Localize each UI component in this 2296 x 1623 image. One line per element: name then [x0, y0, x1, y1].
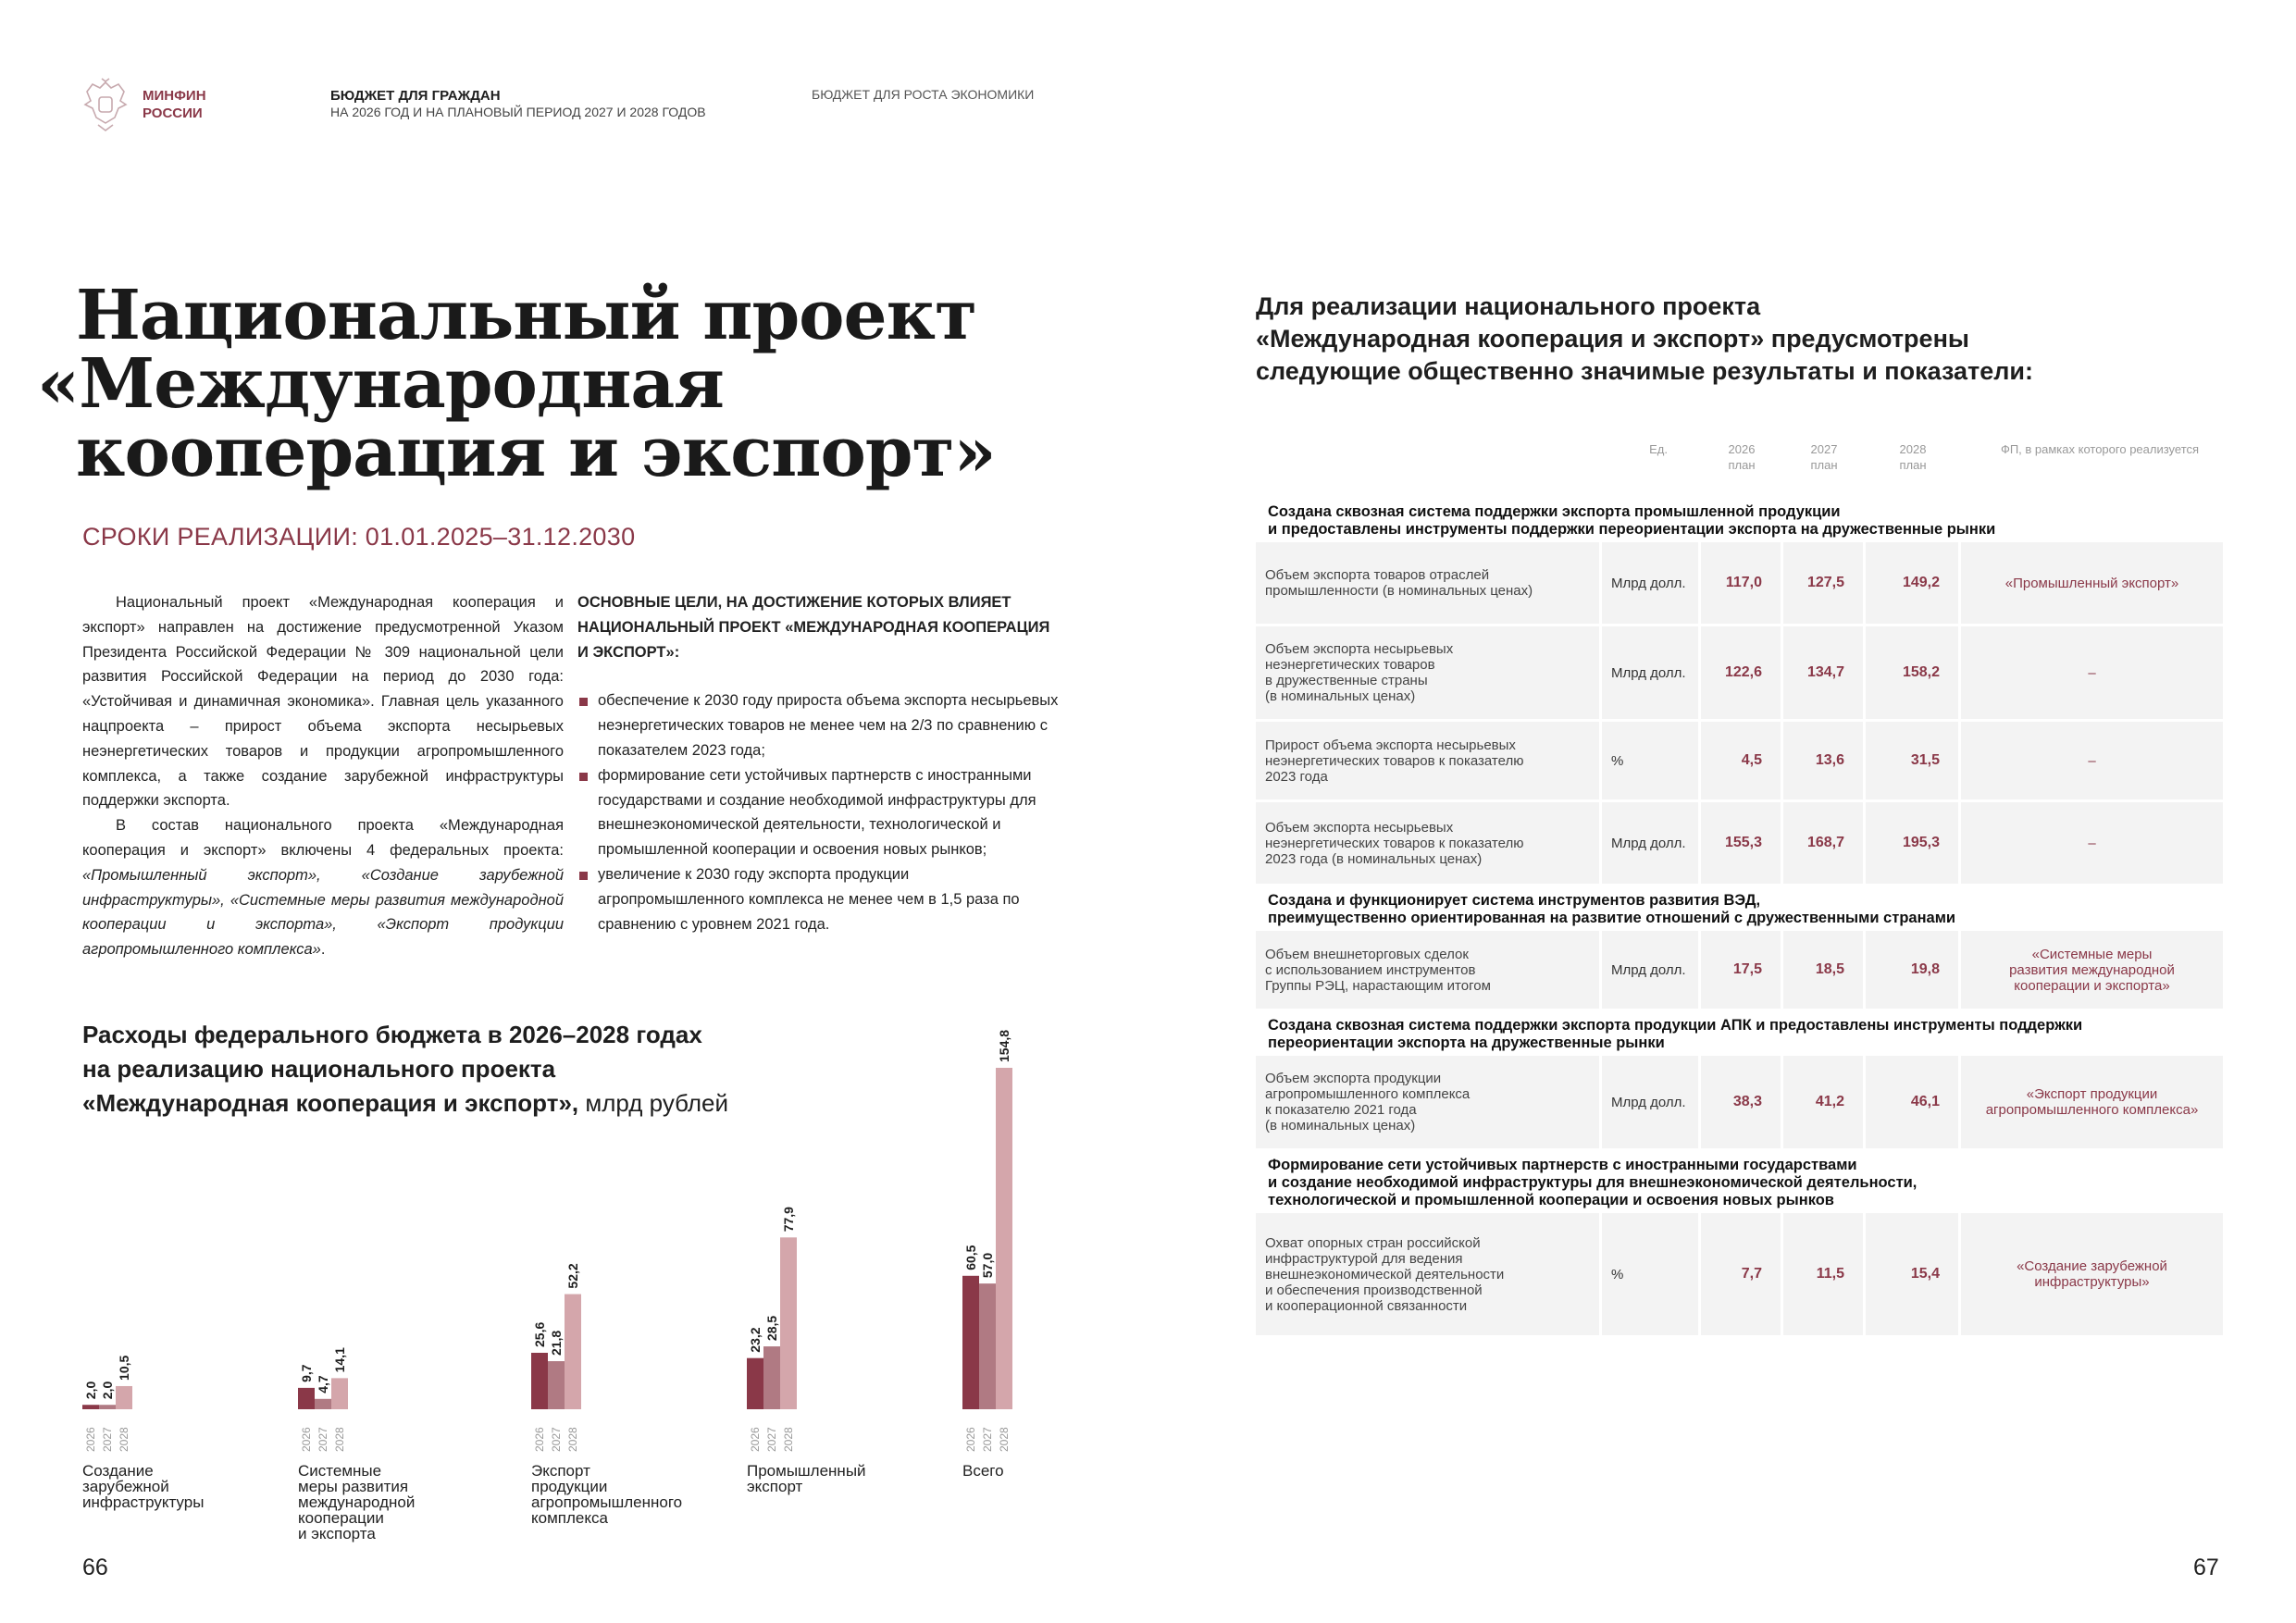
bar-value-label: 14,1 [332, 1347, 347, 1373]
table-row [1256, 802, 2232, 884]
col-header-2027: 2027 план [1810, 442, 1838, 472]
category-label: кооперации [298, 1509, 384, 1527]
category-label: зарубежной [82, 1478, 169, 1495]
category-label: Системные [298, 1462, 382, 1480]
bar-2028 [116, 1386, 132, 1409]
category-label: экспорт [747, 1478, 803, 1495]
value-2027: 41,2 [1783, 1056, 1863, 1148]
federal-project: «Промышленный экспорт» [1961, 542, 2223, 624]
intro-paragraph: Национальный проект «Международная кооперация и экспорт» направлен на достижение предусмотренной Указом Президента Российской Федерации № 309 национальной цели развития Российской Федерации на период до 2030 года: «Устойчивая и динамичная экономика». Главная цель указанного нацпроекта – прирост объема экспорта несырьевых неэнергетических товаров и продукции агропромышленного комплекса, а также создание зарубежной инфраструктуры поддержки экспорта. [82, 594, 564, 810]
year-tick-label: 2028 [782, 1427, 795, 1452]
indicator-name: Охват опорных стран российской инфраструктурой для ведения внешнеэкономической деятельности и обеспечения производственной и кооперационной связанности [1256, 1213, 1599, 1335]
page-title: Национальный проект «Международная кооперация и экспорт» [37, 276, 996, 492]
year-tick-label: 2028 [566, 1427, 579, 1452]
bar-2026 [82, 1405, 99, 1409]
bar-value-label: 2,0 [83, 1381, 98, 1400]
results-section-heading: Формирование сети устойчивых партнерств с иностранными государствами и создание необходимой инфраструктуры для внешнеэкономической деятельности, технологической и промышленной кооперации и освоения новых рынков [1268, 1157, 1917, 1208]
intro-paragraph: В состав национального проекта «Международная кооперация и экспорт» включены 4 федеральных проекта: «Промышленный экспорт», «Создание зарубежной инфраструктуры», «Системные меры развития международной кооперации и экспорта», «Экспорт продукции агропромышленного комплекса». [82, 817, 564, 959]
table-row [1256, 1056, 2232, 1148]
category-label: и экспорта [298, 1525, 376, 1542]
document-subtitle: НА 2026 ГОД И НА ПЛАНОВЫЙ ПЕРИОД 2027 И 2028 ГОДОВ [330, 105, 706, 119]
value-2027: 18,5 [1783, 931, 1863, 1009]
bar-value-label: 25,6 [532, 1321, 547, 1347]
year-tick-label: 2027 [101, 1427, 114, 1452]
category-label: Промышленный [747, 1462, 866, 1480]
bar-2027 [763, 1346, 780, 1409]
indicator-unit: Млрд долл. [1602, 626, 1698, 719]
bar-value-label: 77,9 [781, 1207, 796, 1233]
indicator-name: Объем экспорта несырьевых неэнергетических товаров к показателю 2023 года (в номинальных ценах) [1256, 802, 1599, 884]
table-row [1256, 626, 2232, 719]
category-label: международной [298, 1493, 416, 1511]
bar-value-label: 52,2 [565, 1263, 580, 1289]
value-2027: 127,5 [1783, 542, 1863, 624]
bar-2026 [747, 1358, 763, 1409]
section-title: БЮДЖЕТ ДЛЯ РОСТА ЭКОНОМИКИ [812, 87, 1035, 102]
bar-2027 [99, 1405, 116, 1409]
federal-project: – [1961, 802, 2223, 884]
value-2028: 158,2 [1866, 626, 1958, 719]
value-2028: 31,5 [1866, 722, 1958, 799]
year-tick-label: 2027 [550, 1427, 563, 1452]
table-row [1256, 1213, 2232, 1335]
budget-chart [74, 1018, 1064, 1555]
category-label: комплекса [531, 1509, 608, 1527]
category-label: Всего [962, 1462, 1004, 1480]
goals-heading: ОСНОВНЫЕ ЦЕЛИ, НА ДОСТИЖЕНИЕ КОТОРЫХ ВЛИЯЕТ НАЦИОНАЛЬНЫЙ ПРОЕКТ «МЕЖДУНАРОДНАЯ КООПЕРАЦИЯ И ЭКСПОРТ»: [577, 594, 1050, 661]
goal-item: обеспечение к 2030 году прироста объема экспорта несырьевых неэнергетических товаров не менее чем на 2/3 по сравнению с показателем 2023 года; [577, 688, 1059, 762]
value-2027: 168,7 [1783, 802, 1863, 884]
indicator-unit: Млрд долл. [1602, 1056, 1698, 1148]
year-tick-label: 2026 [964, 1427, 977, 1452]
coat-of-arms-icon [80, 77, 131, 132]
bar-2026 [298, 1388, 315, 1409]
indicator-name: Объем экспорта товаров отраслей промышленности (в номинальных ценах) [1256, 542, 1599, 624]
federal-project: – [1961, 722, 2223, 799]
indicator-name: Прирост объема экспорта несырьевых неэнергетических товаров к показателю 2023 года [1256, 722, 1599, 799]
bar-2027 [315, 1399, 331, 1409]
table-row [1256, 722, 2232, 799]
page-number-left: 66 [82, 1555, 108, 1580]
bar-value-label: 2,0 [100, 1381, 115, 1400]
bar-2027 [548, 1361, 565, 1409]
col-header-unit: Ед. [1649, 442, 1668, 456]
col-header-2028: 2028 план [1899, 442, 1927, 472]
year-tick-label: 2026 [300, 1427, 313, 1452]
bar-value-label: 154,8 [997, 1029, 1011, 1062]
bar-2028 [996, 1068, 1012, 1409]
year-tick-label: 2027 [316, 1427, 329, 1452]
implementation-terms: СРОКИ РЕАЛИЗАЦИИ: 01.01.2025–31.12.2030 [82, 523, 636, 551]
bar-value-label: 10,5 [117, 1355, 131, 1381]
value-2028: 46,1 [1866, 1056, 1958, 1148]
category-label: инфраструктуры [82, 1493, 205, 1511]
value-2028: 195,3 [1866, 802, 1958, 884]
year-tick-label: 2026 [84, 1427, 97, 1452]
value-2027: 11,5 [1783, 1213, 1863, 1335]
year-tick-label: 2026 [533, 1427, 546, 1452]
value-2026: 7,7 [1701, 1213, 1781, 1335]
chart-title: Расходы федерального бюджета в 2026–2028 годах на реализацию национального проекта «Международная кооперация и экспорт», млрд рублей [82, 1021, 729, 1117]
indicator-unit: % [1602, 1213, 1698, 1335]
results-section-heading: Создана сквозная система поддержки экспорта промышленной продукции и предоставлены инструменты поддержки переориентации экспорта на дружественные рынки [1268, 503, 1996, 538]
col-header-2026: 2026 план [1728, 442, 1756, 472]
bar-2028 [565, 1295, 581, 1409]
indicator-name: Объем экспорта несырьевых неэнергетических товаров в дружественные страны (в номинальных ценах) [1256, 626, 1599, 719]
bar-value-label: 28,5 [764, 1315, 779, 1342]
federal-project: – [1961, 626, 2223, 719]
intro-text [82, 590, 564, 962]
value-2026: 38,3 [1701, 1056, 1781, 1148]
value-2026: 4,5 [1701, 722, 1781, 799]
value-2026: 122,6 [1701, 626, 1781, 719]
table-row [1256, 931, 2232, 1009]
bar-value-label: 57,0 [980, 1252, 995, 1279]
year-tick-label: 2027 [765, 1427, 778, 1452]
document-title: БЮДЖЕТ ДЛЯ ГРАЖДАН [330, 88, 501, 104]
category-label: продукции [531, 1478, 608, 1495]
bar-value-label: 21,8 [549, 1330, 564, 1357]
bar-2026 [531, 1353, 548, 1409]
value-2026: 155,3 [1701, 802, 1781, 884]
federal-project: «Создание зарубежной инфраструктуры» [1961, 1213, 2223, 1335]
year-tick-label: 2026 [749, 1427, 762, 1452]
bar-2028 [780, 1237, 797, 1409]
indicator-unit: % [1602, 722, 1698, 799]
value-2028: 149,2 [1866, 542, 1958, 624]
goal-item: увеличение к 2030 году экспорта продукции агропромышленного комплекса не менее чем в 1,5 раза по сравнению с уровнем 2021 года. [577, 862, 1059, 936]
value-2026: 17,5 [1701, 931, 1781, 1009]
indicator-name: Объем экспорта продукции агропромышленного комплекса к показателю 2021 года (в номинальных ценах) [1256, 1056, 1599, 1148]
value-2026: 117,0 [1701, 542, 1781, 624]
table-row [1256, 542, 2232, 624]
value-2027: 13,6 [1783, 722, 1863, 799]
value-2028: 19,8 [1866, 931, 1958, 1009]
results-section-heading: Создана и функционирует система инструментов развития ВЭД, преимущественно ориентированная на развитие отношений с дружественными странами [1268, 892, 1956, 926]
goal-item: формирование сети устойчивых партнерств с иностранными государствами и создание необходимой инфраструктуры для внешнеэкономической деятельности, технологической и промышленной кооперации и освоения новых рынков; [577, 763, 1059, 862]
bar-2027 [979, 1283, 996, 1409]
value-2028: 15,4 [1866, 1213, 1958, 1335]
col-header-fp: ФП, в рамках которого реализуется [2000, 442, 2200, 456]
bar-value-label: 60,5 [963, 1245, 978, 1270]
year-tick-label: 2027 [981, 1427, 994, 1452]
goals-list [577, 688, 1059, 936]
bar-value-label: 23,2 [748, 1327, 763, 1353]
category-label: Экспорт [531, 1462, 590, 1480]
category-label: агропромышленного [531, 1493, 683, 1511]
indicator-unit: Млрд долл. [1602, 931, 1698, 1009]
federal-project: «Экспорт продукции агропромышленного комплекса» [1961, 1056, 2223, 1148]
results-section-heading: Создана сквозная система поддержки экспорта продукции АПК и предоставлены инструменты поддержки переориентации экспорта на дружественные рынки [1268, 1017, 2083, 1051]
bar-2028 [331, 1378, 348, 1409]
value-2027: 134,7 [1783, 626, 1863, 719]
ministry-name: МИНФИН РОССИИ [143, 88, 206, 121]
bar-value-label: 9,7 [299, 1364, 314, 1382]
year-tick-label: 2028 [998, 1427, 1011, 1452]
indicator-unit: Млрд долл. [1602, 542, 1698, 624]
category-label: меры развития [298, 1478, 409, 1495]
indicator-name: Объем внешнеторговых сделок с использованием инструментов Группы РЭЦ, нарастающим итогом [1256, 931, 1599, 1009]
federal-project: «Системные меры развития международной кооперации и экспорта» [1961, 931, 2223, 1009]
bar-value-label: 4,7 [316, 1375, 330, 1394]
results-title: Для реализации национального проекта «Международная кооперация и экспорт» предусмотрены следующие общественно значимые результаты и показатели: [1256, 292, 2034, 385]
goals-block [577, 590, 1059, 936]
category-label: Создание [82, 1462, 154, 1480]
year-tick-label: 2028 [333, 1427, 346, 1452]
page-number-right: 67 [2193, 1555, 2219, 1580]
bar-2026 [962, 1276, 979, 1409]
results-table [1256, 498, 2232, 1338]
indicator-unit: Млрд долл. [1602, 802, 1698, 884]
year-tick-label: 2028 [118, 1427, 130, 1452]
